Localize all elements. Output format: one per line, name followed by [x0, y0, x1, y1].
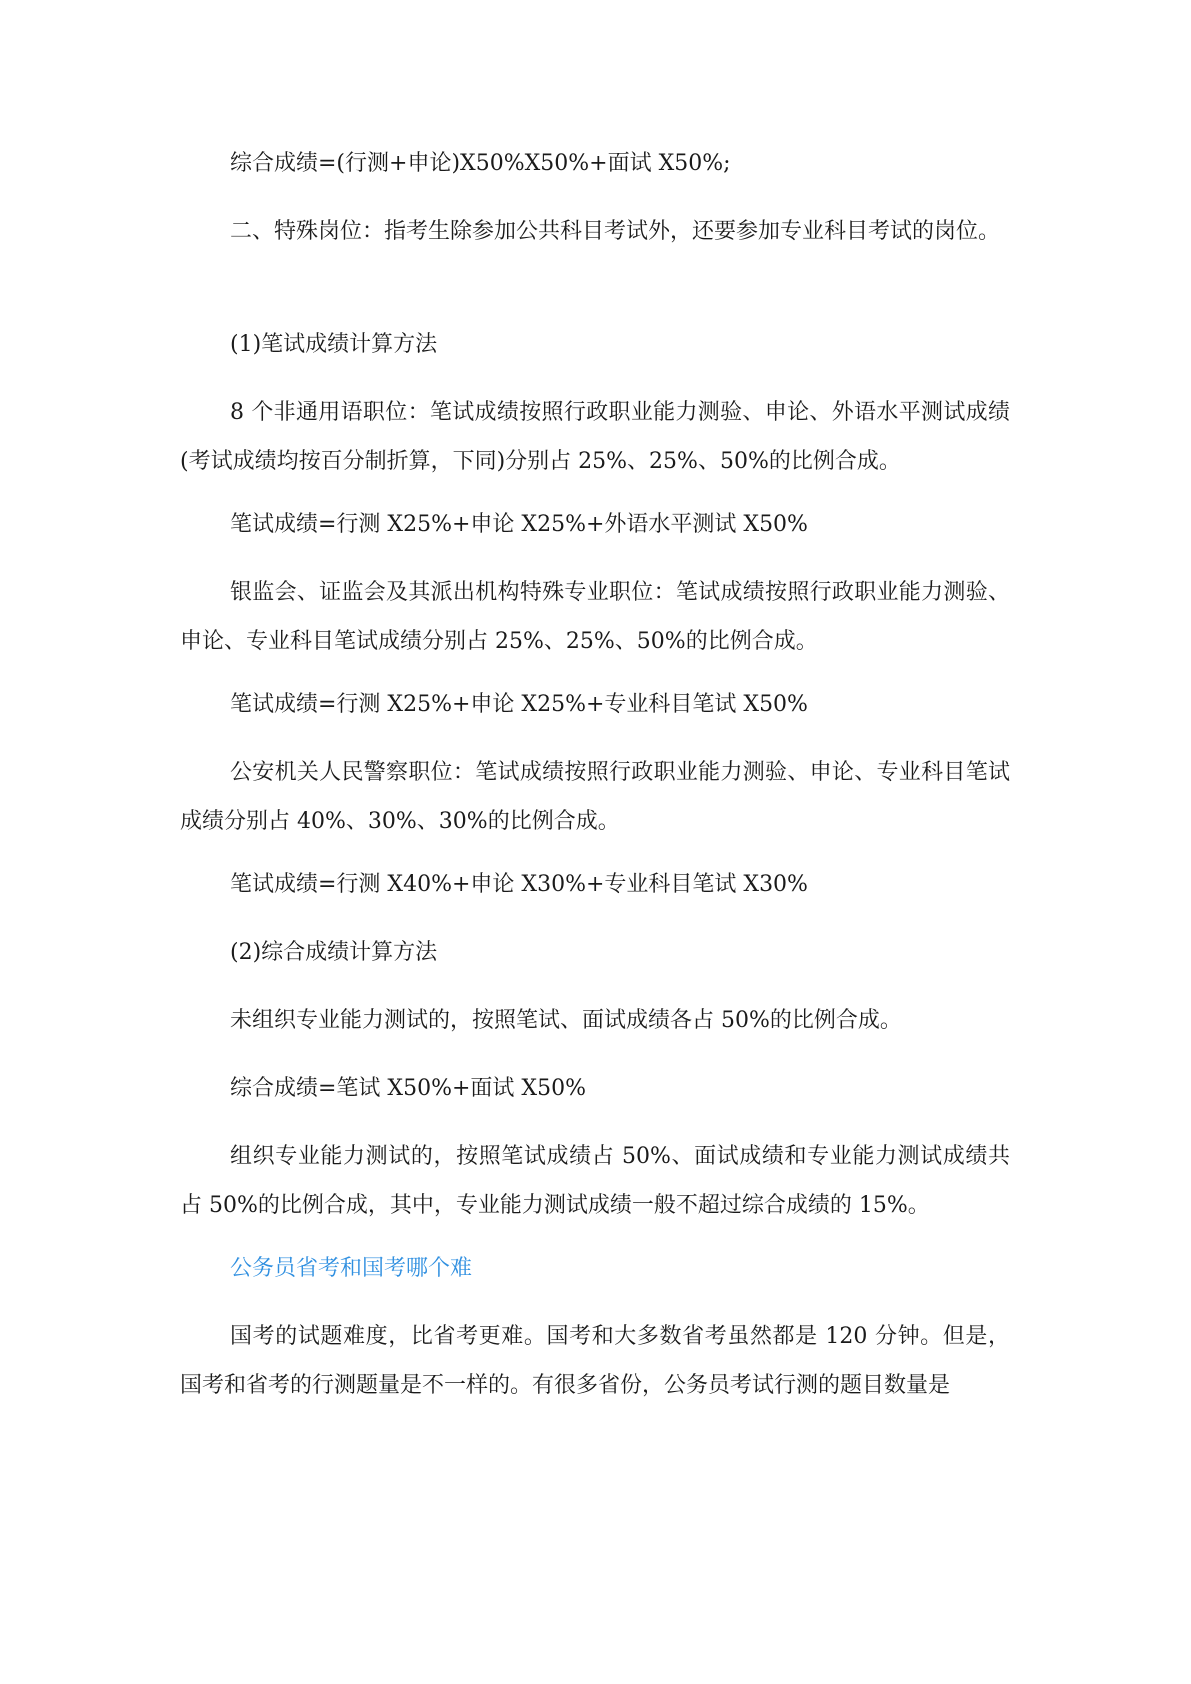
section-special-positions: 二、特殊岗位：指考生除参加公共科目考试外，还要参加专业科目考试的岗位。	[230, 219, 1001, 244]
formula-composite-basic: 综合成绩=笔试 X50%+面试 X50%	[230, 1076, 586, 1101]
subheading-written-score-method: (1)笔试成绩计算方法	[230, 332, 438, 357]
paragraph-regulators: 银监会、证监会及其派出机构特殊专业职位：笔试成绩按照行政职业能力测验、申论、专业科目笔试成绩分别占 25%、25%、50%的比例合成。	[180, 580, 1010, 654]
formula-written-police: 笔试成绩=行测 X40%+申论 X30%+专业科目笔试 X30%	[230, 872, 808, 897]
section-link-difficulty[interactable]: 公务员省考和国考哪个难	[230, 1256, 473, 1281]
subheading-composite-score-method: (2)综合成绩计算方法	[230, 940, 438, 965]
paragraph-with-professional-test: 组织专业能力测试的，按照笔试成绩占 50%、面试成绩和专业能力测试成绩共占 50%的比例合成，其中，专业能力测试成绩一般不超过综合成绩的 15%。	[180, 1144, 1010, 1218]
formula-written-language: 笔试成绩=行测 X25%+申论 X25%+外语水平测试 X50%	[230, 512, 808, 537]
paragraph-police: 公安机关人民警察职位：笔试成绩按照行政职业能力测验、申论、专业科目笔试成绩分别占 40%、30%、30%的比例合成。	[180, 760, 1010, 834]
paragraph-no-professional-test: 未组织专业能力测试的，按照笔试、面试成绩各占 50%的比例合成。	[230, 1008, 902, 1033]
formula-composite-general: 综合成绩=(行测+申论)X50%X50%+面试 X50%;	[230, 151, 731, 176]
formula-written-regulators: 笔试成绩=行测 X25%+申论 X25%+专业科目笔试 X50%	[230, 692, 808, 717]
paragraph-non-common-language: 8 个非通用语职位：笔试成绩按照行政职业能力测验、申论、外语水平测试成绩(考试成绩均按百分制折算，下同)分别占 25%、25%、50%的比例合成。	[180, 400, 1010, 474]
paragraph-difficulty-comparison: 国考的试题难度，比省考更难。国考和大多数省考虽然都是 120 分钟。但是，国考和省考的行测题量是不一样的。有很多省份，公务员考试行测的题目数量是	[180, 1324, 1010, 1398]
